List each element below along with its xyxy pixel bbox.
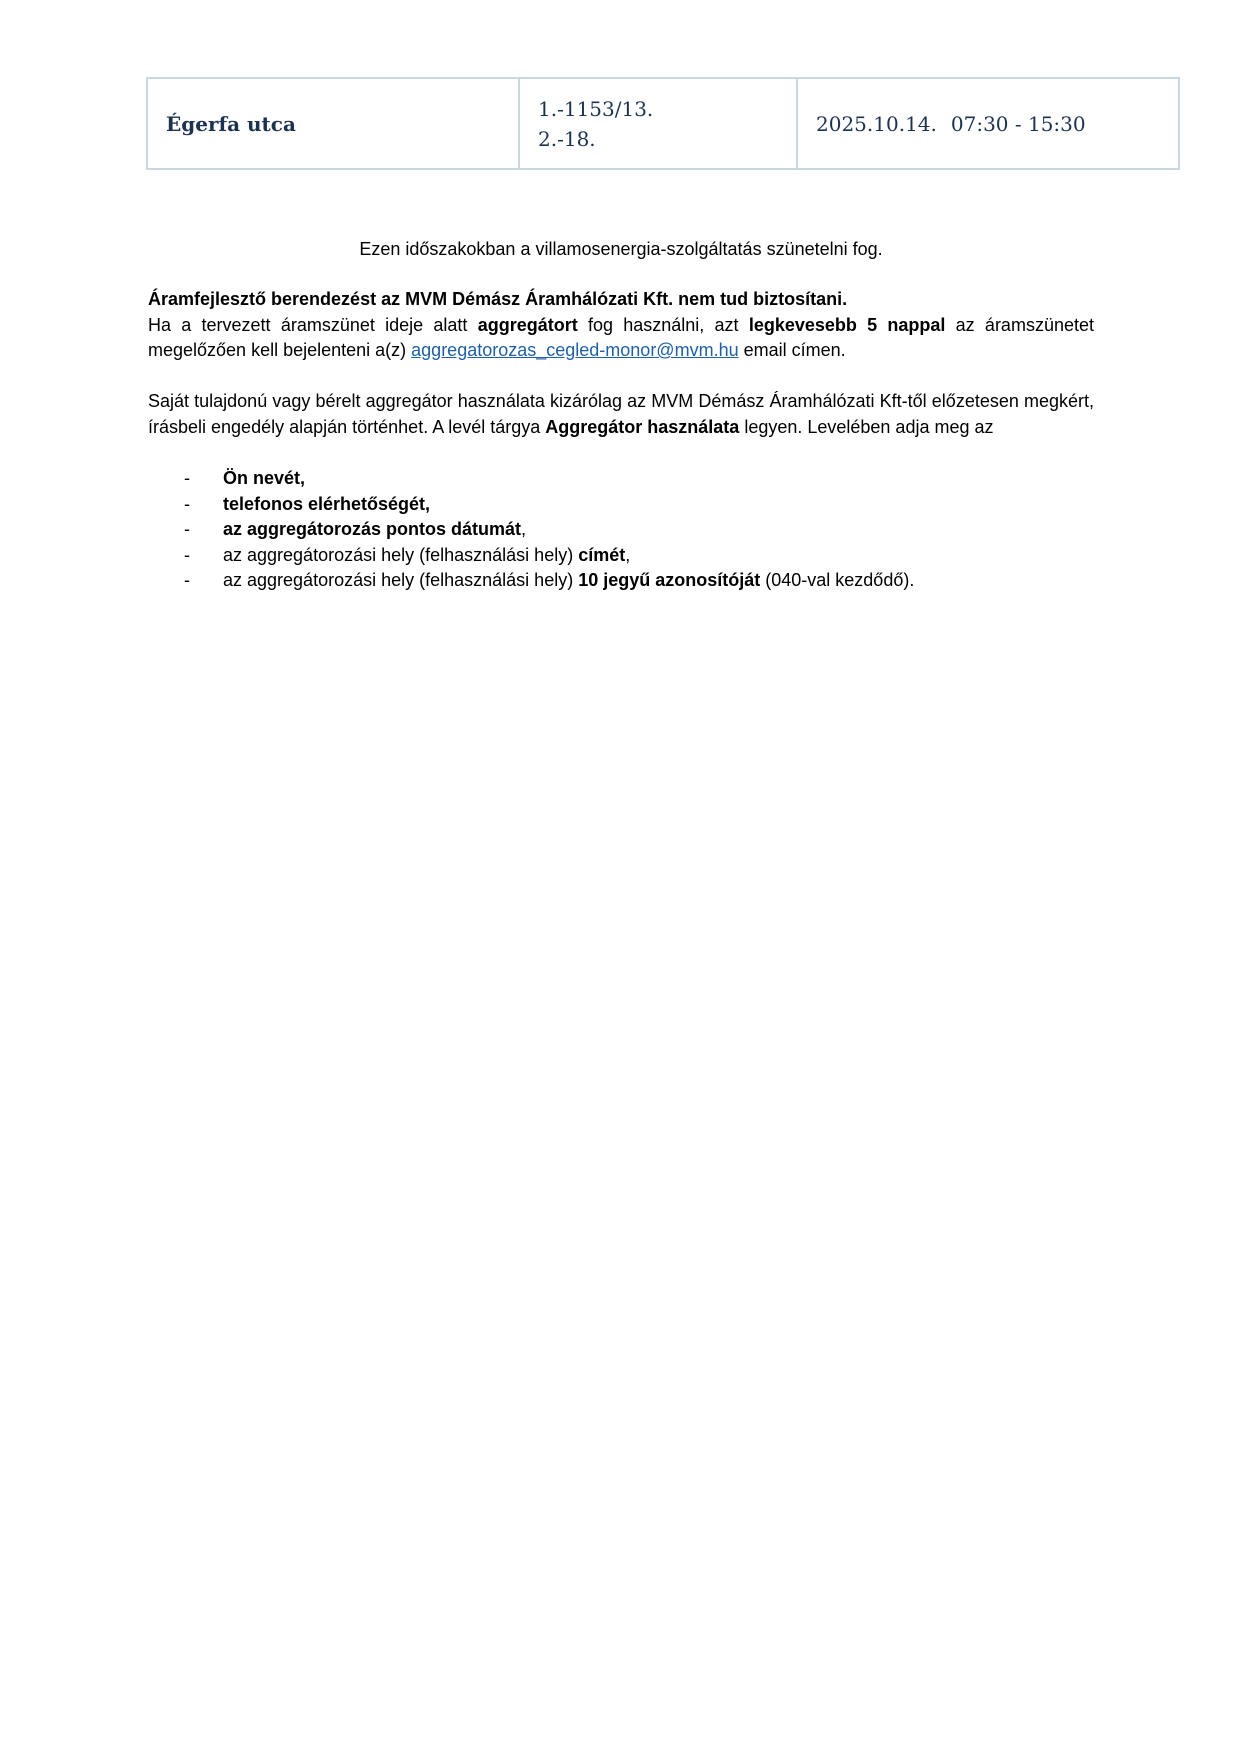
deadline-bold: legkevesebb 5 nappal [748,314,946,335]
house-range-1: 1.-1153/13. [538,96,654,121]
outage-time: 07:30 - 15:30 [950,111,1086,136]
email-link[interactable]: aggregatorozas_cegled-monor@mvm.hu [411,340,739,360]
list-item-text: Ön nevét, [223,468,306,488]
list-dash: - [184,519,190,539]
permission-paragraph [148,389,1094,440]
subject-bold: Aggregátor használata [545,416,740,437]
list-dash: - [184,468,190,488]
list-item-text: az aggregátorozási hely (felhasználási hely) [223,544,579,565]
outage-date: 2025.10.14. [816,111,937,136]
house-number-cell [519,78,797,169]
list-item [148,517,1094,543]
house-range-2: 2.-18. [538,126,596,151]
list-item-text: telefonos elérhetőségét, [223,493,431,514]
list-dash: - [184,570,190,590]
street-name: Égerfa utca [166,111,296,136]
outage-table [146,77,1180,170]
list-item [148,492,1094,518]
generator-notice-text [148,313,1094,364]
list-item [148,466,1094,492]
list-item-text: az aggregátorozás pontos dátumát [223,519,522,539]
table-row [147,78,1179,169]
list-dash: - [184,544,190,565]
street-cell [147,78,519,169]
list-item-text: 10 jegyű azonosítóját [578,570,761,590]
list-item-text: (040-val kezdődő). [760,570,915,590]
list-item-text: , [521,519,527,539]
text-span: email címen. [738,340,846,360]
outage-time-cell [797,78,1179,169]
list-dash: - [184,493,190,514]
text-span: fog használni, azt [577,314,749,335]
list-item [148,543,1094,569]
text-span: legyen. Levelében adja meg az [739,416,994,437]
list-item [148,568,1094,594]
text-span: Ha a tervezett áramszünet ideje alatt [148,314,478,335]
list-item-text: , [625,544,631,565]
text-span: Saját tulajdonú vagy bérelt aggregátor használata kizárólag az MVM Démász Áramhálózati Kft-től előzetesen megkért, írásbeli engedély alapján történhet. A levél tárgya [148,391,1094,437]
aggregator-bold: aggregátort [477,314,578,335]
list-item-text: az aggregátorozási hely (felhasználási hely) [223,570,579,590]
service-interruption-notice: Ezen időszakokban a villamosenergia-szolgáltatás szünetelni fog. [359,239,883,259]
text-span: az áramszünetet megelőzően kell bejelenteni a(z) [148,314,1094,360]
required-info-list [148,466,1094,594]
generator-paragraph [148,287,1094,364]
list-item-text: címét [578,544,626,565]
generator-headline: Áramfejlesztő berendezést az MVM Démász Áramhálózati Kft. nem tud biztosítani. [148,289,848,309]
